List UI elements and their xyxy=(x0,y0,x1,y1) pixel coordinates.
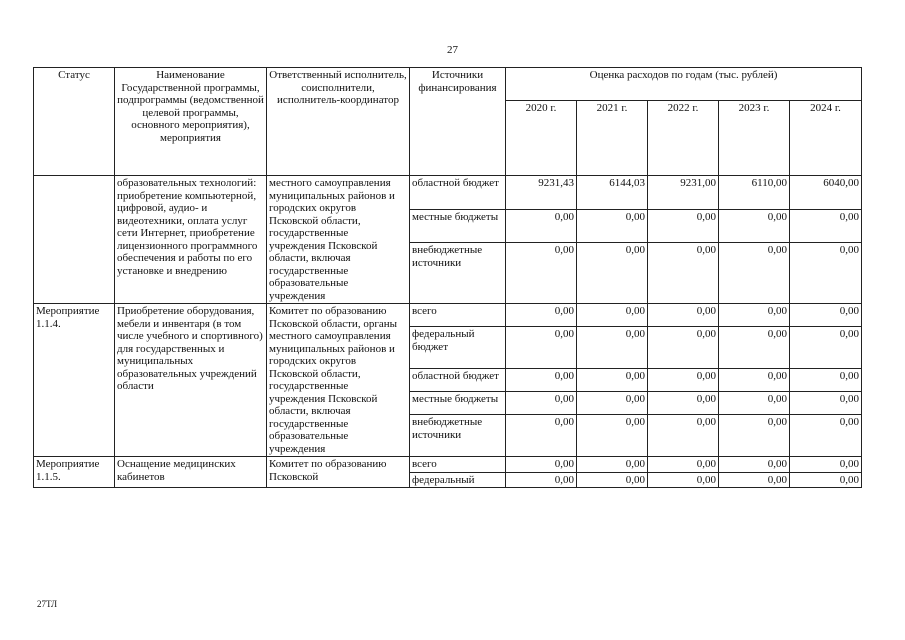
amount-cell: 6144,03 xyxy=(577,176,648,210)
amount-cell: 0,00 xyxy=(577,392,648,415)
amount-cell: 0,00 xyxy=(648,327,719,369)
amount-cell: 0,00 xyxy=(506,368,577,391)
executor-cell: Комитет по образованию Псковской xyxy=(267,457,410,488)
amount-cell: 0,00 xyxy=(648,415,719,457)
amount-cell: 0,00 xyxy=(719,392,790,415)
amount-cell: 0,00 xyxy=(648,304,719,327)
amount-cell: 0,00 xyxy=(577,243,648,304)
page-number: 27 xyxy=(447,44,458,56)
amount-cell: 0,00 xyxy=(577,209,648,243)
amount-cell: 0,00 xyxy=(719,304,790,327)
funding-source-cell: внебюджетные источники xyxy=(410,415,506,457)
table-body xyxy=(34,176,862,488)
table-row xyxy=(34,457,862,473)
amount-cell: 0,00 xyxy=(648,243,719,304)
amount-cell: 0,00 xyxy=(577,472,648,488)
amount-cell: 0,00 xyxy=(790,368,862,391)
amount-cell: 0,00 xyxy=(790,472,862,488)
amount-cell: 0,00 xyxy=(790,304,862,327)
status-cell xyxy=(34,176,115,304)
funding-source-cell: местные бюджеты xyxy=(410,209,506,243)
amount-cell: 0,00 xyxy=(648,392,719,415)
amount-cell: 0,00 xyxy=(648,472,719,488)
funding-source-cell: всего xyxy=(410,457,506,473)
status-cell: Мероприятие 1.1.4. xyxy=(34,304,115,457)
funding-source-cell: областной бюджет xyxy=(410,176,506,210)
executor-cell: Комитет по образованию Псковской области, органы местного самоуправления муниципальных районов и городских округов Псковской области, государственные учреждения Псковской области, включая государственные образовательные учреждения xyxy=(267,304,410,457)
header-year-2023: 2023 г. xyxy=(719,101,790,176)
funding-source-cell: местные бюджеты xyxy=(410,392,506,415)
amount-cell: 9231,43 xyxy=(506,176,577,210)
table-row xyxy=(34,176,862,210)
funding-source-cell: внебюджетные источники xyxy=(410,243,506,304)
amount-cell: 0,00 xyxy=(790,415,862,457)
amount-cell: 0,00 xyxy=(506,243,577,304)
amount-cell: 0,00 xyxy=(719,415,790,457)
amount-cell: 0,00 xyxy=(506,392,577,415)
amount-cell: 0,00 xyxy=(577,368,648,391)
header-status: Статус xyxy=(34,68,115,176)
amount-cell: 0,00 xyxy=(790,209,862,243)
amount-cell: 6040,00 xyxy=(790,176,862,210)
table-row xyxy=(34,304,862,327)
amount-cell: 0,00 xyxy=(790,457,862,473)
table-header-row xyxy=(34,68,862,101)
amount-cell: 0,00 xyxy=(506,472,577,488)
amount-cell: 0,00 xyxy=(719,243,790,304)
footer-code: 27ТЛ xyxy=(37,599,58,609)
header-year-2024: 2024 г. xyxy=(790,101,862,176)
header-cost-estimate: Оценка расходов по годам (тыс. рублей) xyxy=(506,68,862,101)
amount-cell: 0,00 xyxy=(506,415,577,457)
amount-cell: 0,00 xyxy=(648,368,719,391)
amount-cell: 0,00 xyxy=(719,327,790,369)
header-year-2021: 2021 г. xyxy=(577,101,648,176)
amount-cell: 0,00 xyxy=(790,327,862,369)
amount-cell: 0,00 xyxy=(577,327,648,369)
program-name-cell: образовательных технологий: приобретение компьютерной, цифровой, аудио- и видеотехники, оплата услуг сети Интернет, приобретение лицензионного программного обеспечения и работы по его установке и внедрению xyxy=(115,176,267,304)
funding-source-cell: федеральный бюджет xyxy=(410,327,506,369)
amount-cell: 0,00 xyxy=(719,368,790,391)
header-year-2020: 2020 г. xyxy=(506,101,577,176)
funding-source-cell: федеральный xyxy=(410,472,506,488)
amount-cell: 0,00 xyxy=(506,304,577,327)
amount-cell: 9231,00 xyxy=(648,176,719,210)
header-sources: Источники финансирования xyxy=(410,68,506,176)
status-cell: Мероприятие 1.1.5. xyxy=(34,457,115,488)
amount-cell: 0,00 xyxy=(719,209,790,243)
header-program-name: Наименование Государственной программы, подпрограммы (ведомственной целевой программы, основного мероприятия), мероприятия xyxy=(115,68,267,176)
amount-cell: 0,00 xyxy=(506,327,577,369)
header-year-2022: 2022 г. xyxy=(648,101,719,176)
amount-cell: 0,00 xyxy=(577,304,648,327)
amount-cell: 0,00 xyxy=(577,415,648,457)
program-name-cell: Оснащение медицинских кабинетов xyxy=(115,457,267,488)
amount-cell: 0,00 xyxy=(790,243,862,304)
executor-cell: местного самоуправления муниципальных районов и городских округов Псковской области, государственные учреждения Псковской области, включая государственные образовательные учреждения xyxy=(267,176,410,304)
amount-cell: 0,00 xyxy=(506,457,577,473)
amount-cell: 0,00 xyxy=(648,457,719,473)
header-executor: Ответственный исполнитель, соисполнители, исполнитель-координатор xyxy=(267,68,410,176)
amount-cell: 6110,00 xyxy=(719,176,790,210)
amount-cell: 0,00 xyxy=(719,472,790,488)
amount-cell: 0,00 xyxy=(577,457,648,473)
amount-cell: 0,00 xyxy=(506,209,577,243)
budget-table xyxy=(33,67,862,488)
amount-cell: 0,00 xyxy=(790,392,862,415)
funding-source-cell: всего xyxy=(410,304,506,327)
program-name-cell: Приобретение оборудования, мебели и инвентаря (в том числе учебного и спортивного) для государственных и муниципальных образовательных учреждений области xyxy=(115,304,267,457)
funding-source-cell: областной бюджет xyxy=(410,368,506,391)
amount-cell: 0,00 xyxy=(719,457,790,473)
amount-cell: 0,00 xyxy=(648,209,719,243)
